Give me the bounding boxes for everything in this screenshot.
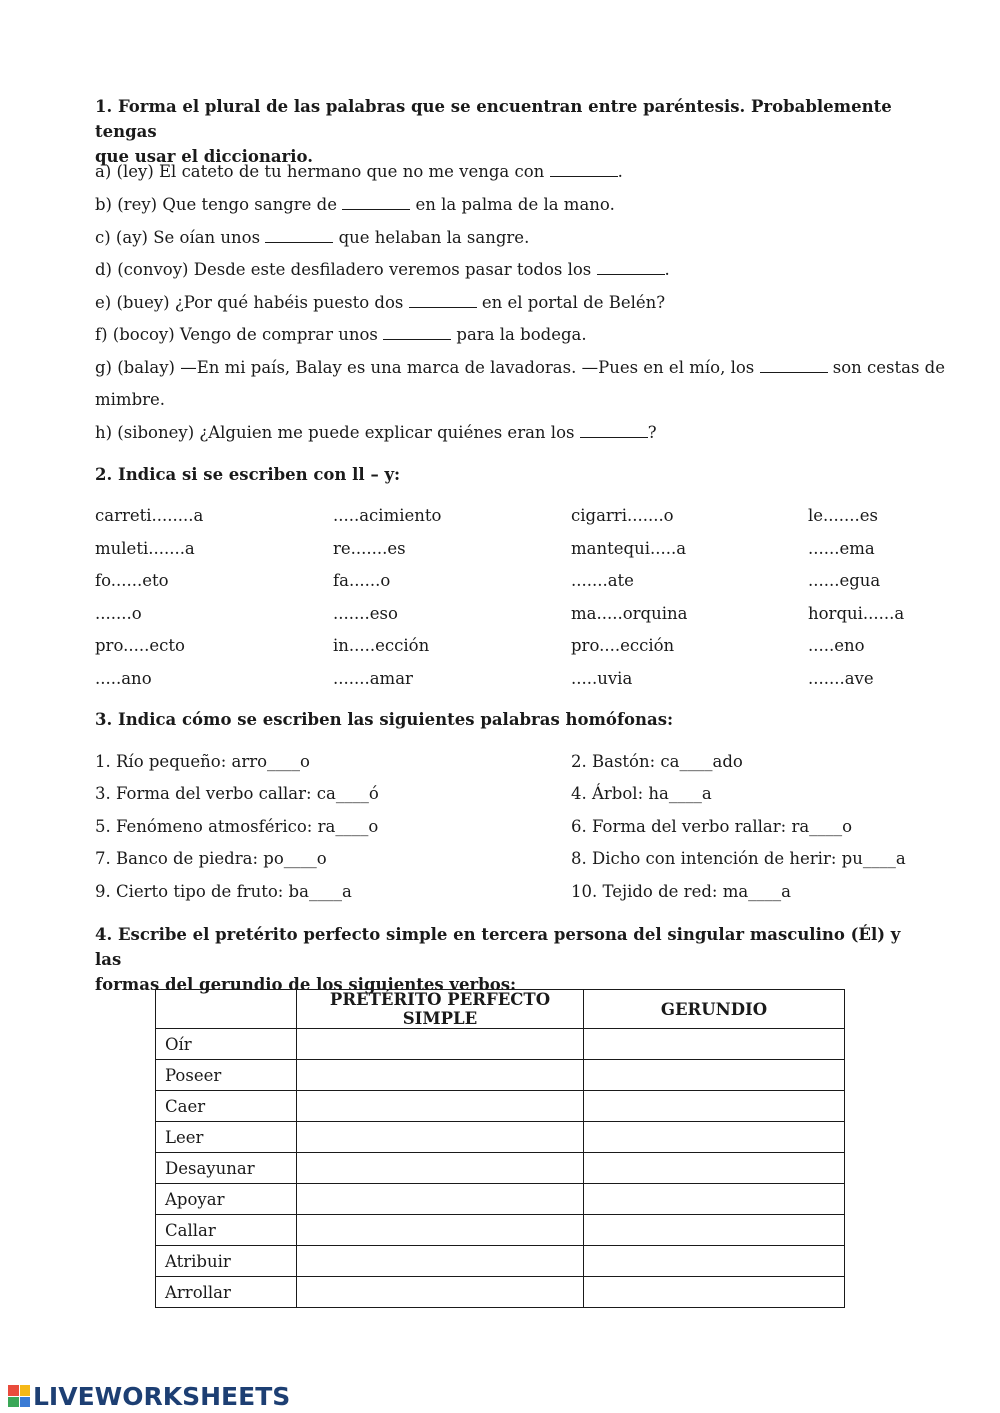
- verb-name: Callar: [156, 1215, 297, 1246]
- gerundio-answer-cell[interactable]: [584, 1060, 845, 1091]
- preterito-answer-cell[interactable]: [297, 1060, 584, 1091]
- gerundio-answer-cell[interactable]: [584, 1122, 845, 1153]
- section1-heading: [95, 94, 925, 169]
- section1-item: [95, 227, 529, 249]
- header-empty: [156, 990, 297, 1029]
- ll-y-word[interactable]: le.......es: [808, 506, 878, 525]
- gerundio-answer-cell[interactable]: [584, 1215, 845, 1246]
- gerundio-answer-cell[interactable]: [584, 1246, 845, 1277]
- homophone-item[interactable]: 6. Forma del verbo rallar: ra____o: [571, 817, 853, 836]
- ll-y-word[interactable]: cigarri.......o: [571, 506, 674, 525]
- verb-name: Caer: [156, 1091, 297, 1122]
- ll-y-word[interactable]: fa......o: [333, 571, 391, 590]
- ll-y-word[interactable]: ma.....orquina: [571, 604, 688, 623]
- ll-y-word[interactable]: carreti........a: [95, 506, 204, 525]
- section1-item: [95, 324, 587, 346]
- ll-y-word[interactable]: ......egua: [808, 571, 881, 590]
- ll-y-word[interactable]: fo......eto: [95, 571, 169, 590]
- section1-heading-line2: que usar el diccionario.: [95, 147, 313, 166]
- verb-name: Desayunar: [156, 1153, 297, 1184]
- ll-y-word[interactable]: mantequi.....a: [571, 539, 687, 558]
- ll-y-word[interactable]: pro.....ecto: [95, 636, 185, 655]
- ll-y-word[interactable]: .....eno: [808, 636, 865, 655]
- logo-squares-icon: [8, 1385, 30, 1407]
- section1-item: [95, 259, 670, 281]
- verb-row: [156, 1122, 845, 1153]
- preterito-answer-cell[interactable]: [297, 1246, 584, 1277]
- item-text-before: a) (ley) El cateto de tu hermano que no me venga con: [95, 162, 550, 181]
- item-text-before: e) (buey) ¿Por qué habéis puesto dos: [95, 293, 409, 312]
- answer-blank[interactable]: [760, 358, 828, 373]
- ll-y-word[interactable]: muleti.......a: [95, 539, 195, 558]
- section4-heading: [95, 922, 925, 997]
- item-text-after: .: [664, 260, 670, 279]
- liveworksheets-logo[interactable]: [8, 1382, 290, 1410]
- section4-heading-line2: formas del gerundio de los siguientes verbos:: [95, 975, 517, 994]
- answer-blank[interactable]: [409, 293, 477, 308]
- logo-square-green: [8, 1397, 19, 1408]
- logo-text: LIVEWORKSHEETS: [33, 1381, 291, 1411]
- ll-y-word[interactable]: .....ano: [95, 669, 152, 688]
- item-text-before: mimbre.: [95, 390, 166, 409]
- answer-blank[interactable]: [383, 325, 451, 340]
- verb-row: [156, 1277, 845, 1308]
- item-text-after: .: [617, 162, 623, 181]
- logo-square-yellow: [20, 1385, 31, 1396]
- ll-y-word[interactable]: .......eso: [333, 604, 398, 623]
- ll-y-word[interactable]: in.....ección: [333, 636, 430, 655]
- ll-y-word[interactable]: ......ema: [808, 539, 875, 558]
- answer-blank[interactable]: [550, 162, 618, 177]
- item-text-after: que helaban la sangre.: [333, 228, 530, 247]
- gerundio-answer-cell[interactable]: [584, 1184, 845, 1215]
- ll-y-word[interactable]: horqui......a: [808, 604, 905, 623]
- verb-row: [156, 1029, 845, 1060]
- section1-item: [95, 292, 665, 314]
- section1-item: [95, 194, 615, 216]
- answer-blank[interactable]: [580, 423, 648, 438]
- homophone-item[interactable]: 10. Tejido de red: ma____a: [571, 882, 792, 901]
- verb-table-body: [156, 1029, 845, 1308]
- section1-item: [95, 357, 945, 379]
- item-text-after: en el portal de Belén?: [476, 293, 666, 312]
- item-text-after: ?: [647, 423, 657, 442]
- verb-row: [156, 1091, 845, 1122]
- homophone-item[interactable]: 1. Río pequeño: arro____o: [95, 752, 310, 771]
- item-text-before: c) (ay) Se oían unos: [95, 228, 266, 247]
- preterito-answer-cell[interactable]: [297, 1184, 584, 1215]
- preterito-answer-cell[interactable]: [297, 1277, 584, 1308]
- homophone-item[interactable]: 8. Dicho con intención de herir: pu____a: [571, 849, 906, 868]
- homophone-item[interactable]: 5. Fenómeno atmosférico: ra____o: [95, 817, 379, 836]
- answer-blank[interactable]: [342, 195, 410, 210]
- verb-row: [156, 1060, 845, 1091]
- section1-heading-line1: 1. Forma el plural de las palabras que se encuentran entre paréntesis. Probablemente tengas: [95, 97, 892, 141]
- item-text-before: h) (siboney) ¿Alguien me puede explicar quiénes eran los: [95, 423, 580, 442]
- item-text-before: d) (convoy) Desde este desfiladero veremos pasar todos los: [95, 260, 597, 279]
- item-text-after: son cestas de: [827, 358, 945, 377]
- header-preterito: PRETÉRITO PERFECTO SIMPLE: [297, 990, 584, 1029]
- preterito-answer-cell[interactable]: [297, 1153, 584, 1184]
- answer-blank[interactable]: [265, 228, 333, 243]
- ll-y-word[interactable]: .....uvia: [571, 669, 633, 688]
- logo-square-red: [8, 1385, 19, 1396]
- verb-table: [155, 989, 845, 1308]
- homophone-item[interactable]: 9. Cierto tipo de fruto: ba____a: [95, 882, 352, 901]
- gerundio-answer-cell[interactable]: [584, 1277, 845, 1308]
- homophone-item[interactable]: 3. Forma del verbo callar: ca____ó: [95, 784, 379, 803]
- ll-y-word[interactable]: re.......es: [333, 539, 406, 558]
- section2-heading: 2. Indica si se escriben con ll – y:: [95, 465, 401, 484]
- preterito-answer-cell[interactable]: [297, 1215, 584, 1246]
- homophone-item[interactable]: 7. Banco de piedra: po____o: [95, 849, 327, 868]
- section1-item: [95, 422, 657, 444]
- section4-heading-line1: 4. Escribe el pretérito perfecto simple en tercera persona del singular masculino (Él) y las: [95, 925, 901, 969]
- verb-row: [156, 1215, 845, 1246]
- verb-name: Poseer: [156, 1060, 297, 1091]
- verb-row: [156, 1184, 845, 1215]
- preterito-answer-cell[interactable]: [297, 1091, 584, 1122]
- ll-y-word[interactable]: .......ave: [808, 669, 874, 688]
- gerundio-answer-cell[interactable]: [584, 1091, 845, 1122]
- ll-y-word[interactable]: .......amar: [333, 669, 413, 688]
- verb-name: Apoyar: [156, 1184, 297, 1215]
- verb-name: Arrollar: [156, 1277, 297, 1308]
- section1-item: [95, 389, 165, 411]
- verb-row: [156, 1246, 845, 1277]
- ll-y-word[interactable]: pro....ección: [571, 636, 675, 655]
- homophone-item[interactable]: 4. Árbol: ha____a: [571, 784, 712, 803]
- answer-blank[interactable]: [597, 260, 665, 275]
- gerundio-answer-cell[interactable]: [584, 1029, 845, 1060]
- homophone-item[interactable]: 2. Bastón: ca____ado: [571, 752, 743, 771]
- item-text-after: para la bodega.: [451, 325, 587, 344]
- verb-table-header: [156, 990, 845, 1029]
- item-text-before: f) (bocoy) Vengo de comprar unos: [95, 325, 384, 344]
- ll-y-word[interactable]: .....acimiento: [333, 506, 442, 525]
- section1-item: [95, 161, 623, 183]
- item-text-after: en la palma de la mano.: [410, 195, 615, 214]
- preterito-answer-cell[interactable]: [297, 1029, 584, 1060]
- logo-square-blue: [20, 1397, 31, 1408]
- gerundio-answer-cell[interactable]: [584, 1153, 845, 1184]
- verb-name: Oír: [156, 1029, 297, 1060]
- header-gerundio: GERUNDIO: [584, 990, 845, 1029]
- preterito-answer-cell[interactable]: [297, 1122, 584, 1153]
- verb-row: [156, 1153, 845, 1184]
- verb-name: Leer: [156, 1122, 297, 1153]
- ll-y-word[interactable]: .......ate: [571, 571, 634, 590]
- item-text-before: g) (balay) —En mi país, Balay es una marca de lavadoras. —Pues en el mío, los: [95, 358, 760, 377]
- section3-heading: 3. Indica cómo se escriben las siguientes palabras homófonas:: [95, 710, 674, 729]
- item-text-before: b) (rey) Que tengo sangre de: [95, 195, 343, 214]
- ll-y-word[interactable]: .......o: [95, 604, 142, 623]
- verb-name: Atribuir: [156, 1246, 297, 1277]
